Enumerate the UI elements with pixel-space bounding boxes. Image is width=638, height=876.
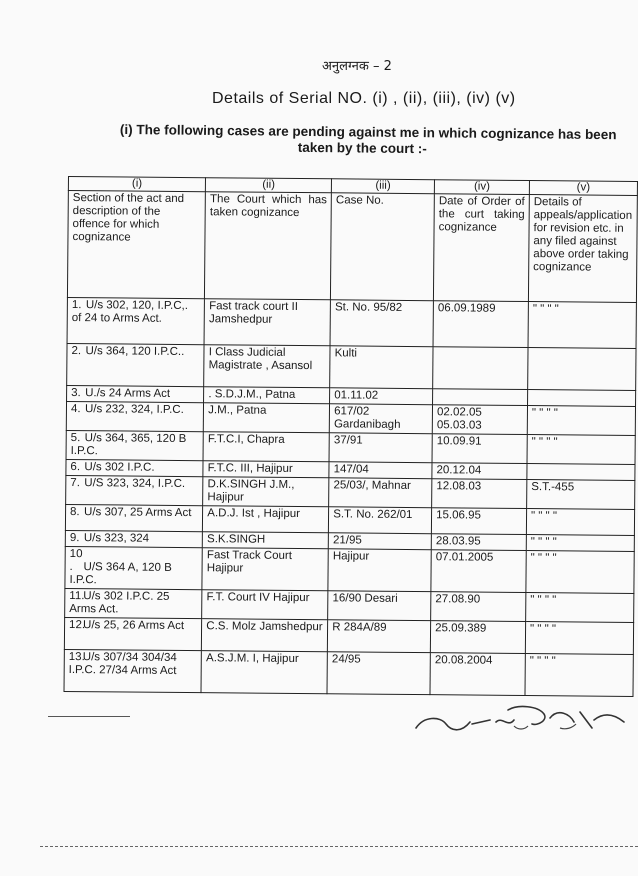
date-cell: 28.03.95	[431, 534, 526, 551]
court-cell: J.M., Patna	[204, 403, 330, 433]
details-cell: " " " "	[526, 551, 634, 594]
court-cell: F.T.C.I, Chapra	[203, 432, 329, 462]
date-cell: 20.12.04	[432, 463, 527, 480]
table-row	[67, 297, 636, 348]
case-no-cell: 37/91	[329, 433, 432, 463]
section-text: U/s 302, 120, I.P.C,. of 24 to Arms Act.	[71, 299, 189, 325]
case-no-cell: 24/95	[327, 652, 430, 695]
section-text: U/s 302 I.P.C. 25 Arms Act.	[69, 590, 170, 616]
case-no-cell: St. No. 95/82	[330, 300, 433, 347]
details-cell	[527, 464, 635, 481]
table-row	[64, 617, 633, 654]
intro-line-1: (i) The following cases are pending against me in which cognizance has been	[119, 122, 617, 143]
column-index: (iv)	[434, 180, 529, 195]
header-cell: Case No.	[331, 193, 435, 301]
section-cell	[64, 617, 202, 650]
details-cell	[527, 390, 635, 407]
section-cell	[66, 459, 203, 476]
details-cell: " " " "	[527, 435, 635, 465]
court-cell: F.T.C. III, Hajipur	[203, 461, 329, 478]
section-text: U/s 307/34 304/34 I.P.C. 27/34 Arms Act	[68, 651, 177, 677]
row-number: 9.	[69, 532, 80, 545]
row-number: 6.	[70, 461, 81, 474]
cases-table	[63, 176, 637, 697]
section-cell	[65, 530, 202, 547]
table-row	[65, 546, 634, 593]
details-cell: " " " "	[528, 302, 636, 349]
date-cell: 02.02.05 05.03.03	[432, 405, 527, 435]
court-cell: Fast track court II Jamshedpur	[204, 299, 330, 346]
section-cell	[65, 546, 203, 589]
table-row	[64, 649, 633, 696]
court-cell: S.K.SINGH	[203, 532, 329, 549]
column-index: (ii)	[206, 178, 332, 193]
row-number: 1.	[71, 299, 82, 312]
row-number: 13.	[68, 651, 85, 664]
section-cell	[65, 504, 202, 531]
annex-label: अनुलग्नक – 2	[322, 59, 392, 74]
table-row	[67, 343, 636, 390]
row-number: 12.	[69, 619, 86, 632]
date-cell	[433, 347, 528, 390]
row-number: 5.	[70, 432, 81, 445]
court-cell: A.D.J. Ist , Hajipur	[203, 506, 329, 533]
section-text: U./s 24 Arms Act	[85, 387, 171, 400]
section-text: U/s 232, 324, I.P.C.	[84, 403, 184, 417]
footer-rule	[40, 846, 638, 847]
court-cell: C.S. Molz Jamshedpur	[202, 619, 328, 652]
case-no-cell: 21/95	[328, 533, 431, 550]
section-text: U/S 364 A, 120 B I.P.C.	[69, 561, 172, 587]
court-cell: I Class Judicial Magistrate , Asansol	[204, 345, 330, 388]
case-no-cell: Hajipur	[328, 549, 431, 592]
case-no-cell: 01.11.02	[330, 388, 433, 405]
case-no-cell: S.T. No. 262/01	[329, 507, 432, 534]
details-cell: " " " "	[527, 406, 635, 436]
date-cell: 06.09.1989	[433, 301, 528, 348]
section-text: U/s 25, 26 Arms Act	[83, 619, 185, 633]
header-cell: The Court which has taken cognizance	[205, 192, 332, 300]
signature-image	[410, 702, 632, 740]
date-cell: 25.09.389	[430, 621, 525, 654]
section-cell	[67, 385, 204, 402]
section-text: U/s 364, 365, 120 B I.P.C.	[70, 432, 187, 458]
case-no-cell: 16/90 Desari	[328, 591, 431, 621]
court-cell: Fast Track Court Hajipur	[202, 548, 328, 591]
row-number: 2.	[71, 345, 82, 358]
details-cell: S.T.-455	[527, 480, 635, 510]
row-number: 10 .	[69, 548, 83, 574]
section-text: U/S 323, 324, I.P.C.	[84, 477, 186, 491]
case-no-cell: Kulti	[330, 346, 433, 389]
intro-line-2: taken by the court :-	[297, 139, 427, 157]
column-index: (iii)	[332, 179, 435, 194]
header-row	[67, 191, 637, 303]
column-index: (v)	[529, 181, 637, 196]
section-text: U/s 364, 120 I.P.C..	[85, 345, 185, 359]
section-cell	[67, 343, 205, 386]
details-cell	[528, 348, 636, 391]
section-text: U/s 307, 25 Arms Act	[84, 506, 192, 520]
details-cell: " " " "	[525, 654, 633, 697]
case-no-cell: 25/03/, Mahnar	[329, 478, 432, 508]
table-body	[64, 297, 636, 696]
row-number: 8.	[70, 506, 80, 519]
date-cell: 12.08.03	[432, 479, 527, 509]
court-cell: F.T. Court IV Hajipur	[202, 590, 328, 620]
section-cell	[64, 649, 202, 692]
court-cell: A.S.J.M. I, Hajipur	[201, 651, 327, 694]
date-cell: 20.08.2004	[430, 653, 525, 696]
court-cell: D.K.SINGH J.M., Hajipur	[203, 477, 329, 507]
case-no-cell: 147/04	[329, 462, 432, 479]
section-cell	[66, 475, 203, 505]
document-title: Details of Serial NO. (i) , (ii), (iii), (iv) (v)	[212, 90, 516, 107]
date-cell: 07.01.2005	[431, 550, 526, 593]
column-index: (i)	[68, 177, 205, 192]
header-cell: Date of Order of the curt taking cognizance	[434, 194, 530, 302]
section-text: U/s 323, 324	[83, 532, 150, 545]
header-cell: Section of the act and description of the offence for which cognizance	[67, 191, 205, 299]
details-cell: " " " "	[525, 622, 633, 655]
section-cell	[65, 588, 202, 618]
date-cell: 27.08.90	[431, 592, 526, 622]
details-cell: " " " "	[526, 509, 634, 536]
case-no-cell: R 284A/89	[328, 620, 431, 653]
court-cell: . S.D.J.M., Patna	[204, 387, 330, 404]
intro-text	[120, 122, 638, 160]
row-number: 11.	[69, 590, 85, 603]
date-cell: 15.06.95	[431, 508, 526, 535]
row-number: 3.	[71, 387, 81, 400]
date-cell	[433, 389, 528, 406]
section-text: U/s 302 I.P.C.	[84, 461, 155, 474]
details-cell: " " " "	[526, 593, 634, 623]
date-cell: 10.09.91	[432, 434, 527, 464]
section-cell	[67, 297, 205, 344]
row-number: 4.	[70, 403, 81, 416]
row-number: 7.	[70, 477, 80, 490]
section-cell	[66, 401, 203, 431]
header-cell: Details of appeals/application for revision etc. in any filed against above order taking cognizance	[528, 195, 637, 303]
case-no-cell: 617/02 Gardanibagh	[329, 404, 432, 434]
divider-line	[48, 716, 130, 717]
section-cell	[66, 430, 203, 460]
details-cell: " " " "	[526, 535, 634, 552]
